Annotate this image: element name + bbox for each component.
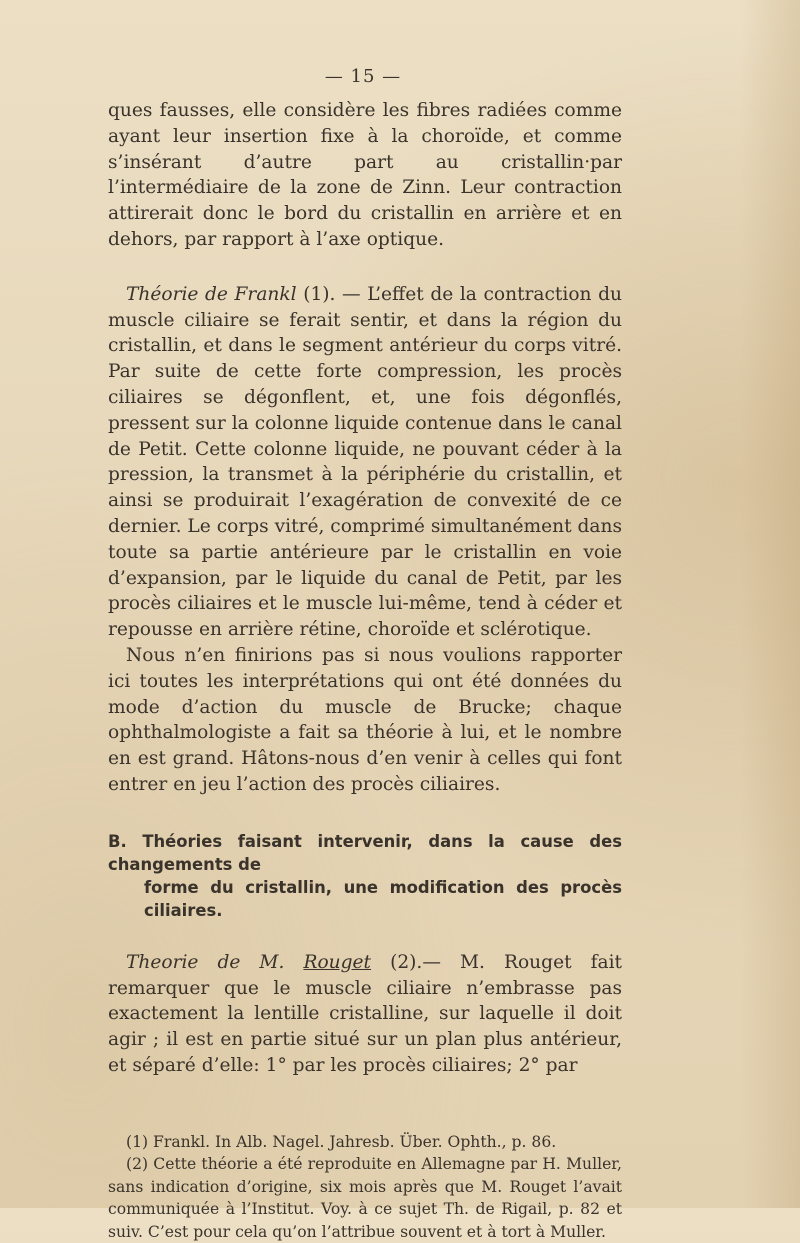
frankl-theory-body: L’effet de la contraction du muscle ciliaire se ferait sentir, et dans la région du cristallin, et dans le segment antérieur du corps vitré. Par suite de cette forte compression, les procès ciliaires se dégonflent, et, une fois dégonflés, pressent sur la colonne liquide contenue dans le canal de Petit. Cette colonne liquide, ne pouvant céder à la pression, la transmet à la périphérie du cristallin, et ainsi se produirait l’exagération de convexité de ce dernier. Le corps vitré, comprimé simultanément dans toute sa partie antérieure par le cristallin en voie d’expansion, par le liquide du canal de Petit, par les procès ciliaires et le muscle lui-même, tend à céder et repousse en arrière rétine, choroïde et sclérotique.	[108, 283, 622, 641]
section-heading-line-1: B. Théories faisant intervenir, dans la cause des changements de	[108, 831, 622, 874]
rouget-theory-title-a: Theorie de M.	[126, 951, 304, 973]
paragraph-rouget	[108, 950, 622, 1079]
frankl-theory-title: Théorie de Frankl	[126, 283, 297, 305]
frankl-footnote-ref: (1). —	[296, 283, 368, 305]
paragraph-frankl	[108, 282, 622, 643]
footnote-2: (2) Cette théorie a été reproduite en Allemagne par H. Muller, sans indication d’origine, six mois après que M. Rouget l’avait communiquée à l’Institut. Voy. à ce sujet Th. de Rigail, p. 82 et suiv. C’est pour cela qu’on l’attribue souvent et à tort à Muller.	[108, 1155, 622, 1241]
page-number: — 15 —	[324, 66, 402, 87]
footnotes	[108, 1131, 622, 1243]
rouget-footnote-ref: (2).—	[371, 951, 460, 973]
rouget-theory-body: M. Rouget fait remarquer que le muscle ciliaire n’embrasse pas exactement la lentille cristalline, sur laquelle il doit agir ; il est en partie situé sur un plan plus antérieur, et séparé d’elle: 1° par les procès ciliaires; 2° par	[108, 951, 622, 1076]
section-heading-line-2: forme du cristallin, une modification des procès ciliaires.	[144, 877, 622, 920]
paragraph-1: ques fausses, elle considère les fibres radiées comme ayant leur insertion fixe à la choroïde, et comme s’insérant d’autre part au cristallin·par l’intermédiaire de la zone de Zinn. Leur contraction attirerait donc le bord du cristallin en arrière et en dehors, par rapport à l’axe optique.	[108, 100, 622, 250]
footnote-1: (1) Frankl. In Alb. Nagel. Jahresb. Über. Ophth., p. 86.	[126, 1132, 557, 1151]
page-edge-shading	[740, 0, 800, 1208]
main-text	[108, 98, 622, 1243]
rouget-theory-title-b: Rouget	[303, 951, 372, 973]
paragraph-3: Nous n’en finirions pas si nous voulions rapporter ici toutes les interprétations qui ont été données du mode d’action du muscle de Brucke; chaque ophthalmologiste a fait sa théorie à lui, et le nombre en est grand. Hâtons-nous d’en venir à celles qui font entrer en jeu l’action des procès ciliaires.	[108, 644, 622, 795]
section-heading-b	[108, 830, 622, 922]
